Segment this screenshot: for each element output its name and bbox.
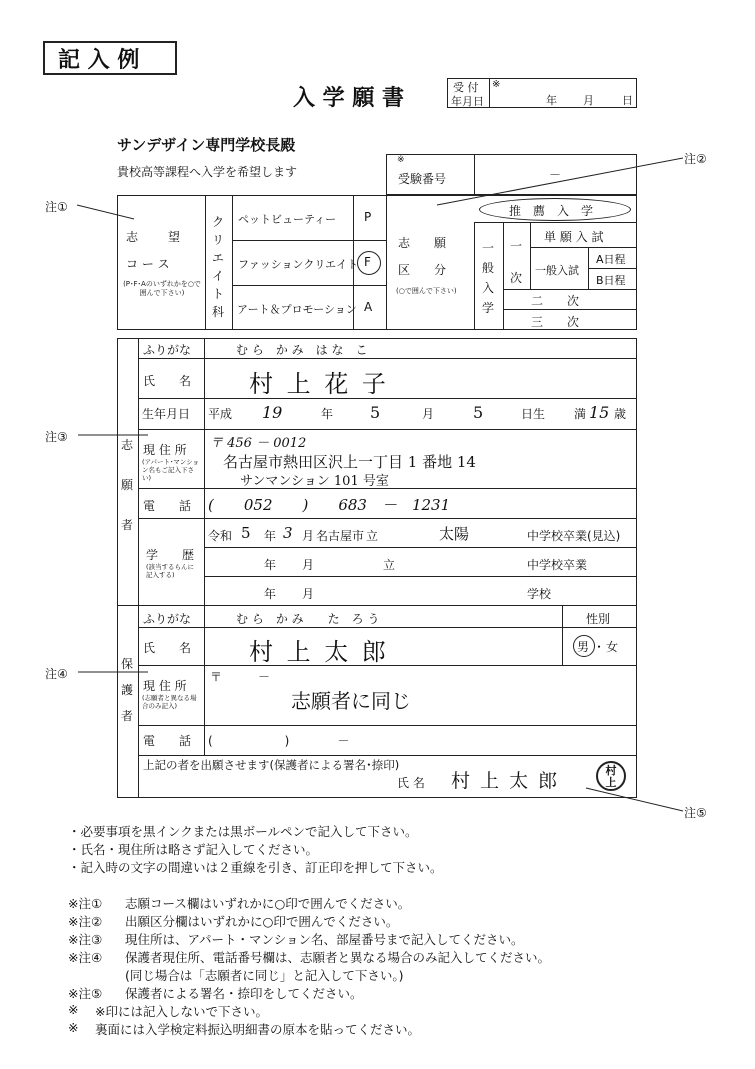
edu-row1-year-unit: 年 <box>264 529 277 543</box>
edu-row1-month[interactable]: 3 <box>283 524 293 542</box>
instruction-line: ・必要事項を黒インクまたは黒ボールペンで記入して下さい。 <box>68 824 418 839</box>
course-option-name: ペットビューティー <box>238 213 337 226</box>
note-text: 志願コース欄はいずれかに○印で囲んでください。 <box>125 896 411 911</box>
note-text: 保護者現住所、電話番号欄は、志願者と異なる場合のみ記入してください。 <box>125 950 551 965</box>
instruction-line: ・氏名・現住所は略さず記入してください。 <box>68 842 319 857</box>
gender-female[interactable]: 女 <box>606 640 619 654</box>
callout-1: 注① <box>45 200 68 214</box>
birth-day-unit: 日生 <box>521 407 546 421</box>
applicant-zip[interactable]: 〒 456 － 0012 <box>210 436 307 451</box>
note-text: ※印には記入しないで下さい。 <box>95 1004 268 1019</box>
guardian-name-label: 氏 名 <box>143 641 192 655</box>
note-mark: ※ <box>68 1020 79 1035</box>
phone-label: 電 話 <box>143 499 192 513</box>
education-label: 学 歴 <box>146 548 195 562</box>
guardian-address-hint: (志願者と異なる場合のみ記入) <box>142 694 197 710</box>
guardian-address-label: 現 住 所 <box>143 679 187 693</box>
edu-row2-month-unit: 月 <box>302 558 315 572</box>
guardian-phone-label: 電 話 <box>143 734 192 748</box>
application-label-2: 区 分 <box>398 263 447 277</box>
address-label: 現 住 所 <box>143 443 187 457</box>
guardian-phone[interactable]: ( ) － <box>208 734 350 748</box>
edu-row1-city: 名古屋市 <box>316 529 365 543</box>
edu-row3-year-unit: 年 <box>264 587 277 601</box>
exam-number-value[interactable]: － <box>549 168 562 182</box>
course-option-name: アート＆プロモーション <box>237 303 357 316</box>
edu-row1-era: 令和 <box>208 529 233 543</box>
guardian-section-label: 保護者 <box>121 657 134 723</box>
note-text: 出願区分欄はいずれかに○印で囲んでください。 <box>125 914 399 929</box>
application-label-1: 志 願 <box>398 236 447 250</box>
edu-row2-public: 立 <box>383 558 396 572</box>
note-mark: ※注① <box>68 896 103 911</box>
receipt-year: 年 <box>546 94 557 107</box>
edu-row3-month-unit: 月 <box>302 587 315 601</box>
address-hint: (アパート･マンション名もご記入下さい) <box>142 458 199 482</box>
course-option-code[interactable]: F <box>364 255 371 269</box>
first-round-label: 一次 <box>510 239 523 285</box>
applicant-phone[interactable]: ( 052 ) 683 － 1231 <box>208 496 451 514</box>
guardian-furigana[interactable]: む ら か み た ろ う <box>236 612 380 626</box>
receipt-label-2: 年月日 <box>451 95 484 108</box>
general-label: 一般入学 <box>482 241 495 315</box>
third-round-label[interactable]: 三 次 <box>531 315 580 329</box>
name-label: 氏 名 <box>143 374 192 388</box>
sample-label: 記 入 例 <box>58 48 140 73</box>
course-option-code[interactable]: A <box>364 300 373 314</box>
edu-row1-school[interactable]: 太陽 <box>439 525 470 543</box>
course-hint: (P･F･Aのいずれかを○で囲んで下さい) <box>123 280 201 297</box>
course-option-code[interactable]: P <box>364 210 372 224</box>
note-mark: ※注⑤ <box>68 986 103 1001</box>
furigana-label: ふりがな <box>143 343 192 357</box>
callout-5: 注⑤ <box>684 806 707 820</box>
birth-month[interactable]: 5 <box>370 403 381 422</box>
general-exam-label: 一般入試 <box>535 264 579 277</box>
guardian-zip[interactable]: 〒 － <box>210 670 271 684</box>
receipt-month: 月 <box>583 94 594 107</box>
applicant-furigana[interactable]: む ら か み は な こ <box>236 343 368 357</box>
note-mark: ※注② <box>68 914 103 929</box>
callout-3: 注③ <box>45 430 68 444</box>
department-label: クリエイト科 <box>212 215 225 319</box>
birth-year[interactable]: 19 <box>262 403 283 422</box>
note-text: 裏面には入学検定料振込明細書の原本を貼ってください。 <box>95 1022 421 1037</box>
gender-male[interactable]: 男 <box>577 640 590 654</box>
age-prefix: 満 <box>574 407 587 421</box>
course-label-2: コ ー ス <box>126 257 170 271</box>
receipt-label-1: 受 付 <box>453 81 479 94</box>
note-text: (同じ場合は「志願者に同じ」と記入して下さい。) <box>125 968 404 983</box>
birth-label: 生年月日 <box>142 407 191 421</box>
note-mark: ※ <box>68 1002 79 1017</box>
guardian-signature[interactable]: 村 上 太 郎 <box>451 770 560 792</box>
applicant-address-1[interactable]: 名古屋市熱田区沢上一丁目 1 番地 14 <box>223 453 476 471</box>
edu-row1-public: 立 <box>366 529 379 543</box>
recommend-label[interactable]: 推 薦 入 学 <box>509 204 594 218</box>
applicant-address-2[interactable]: サンマンション 101 号室 <box>240 474 389 489</box>
note-text: 現住所は、アパート・マンション名、部屋番号まで記入してください。 <box>125 932 524 947</box>
guardian-address[interactable]: 志願者に同じ <box>291 689 411 713</box>
birth-day[interactable]: 5 <box>473 403 484 422</box>
edu-row2-status: 中学校卒業 <box>527 558 588 572</box>
a-schedule-label[interactable]: A日程 <box>596 253 626 266</box>
applicant-name[interactable]: 村 上 花 子 <box>249 370 389 398</box>
edu-row1-month-unit: 月 <box>302 529 315 543</box>
seal-text: 村上 <box>605 764 617 789</box>
school-addressee: サンデザイン専門学校長殿 <box>117 136 296 154</box>
exam-mark: ※ <box>397 155 405 165</box>
applicant-section-label: 志願者 <box>121 438 134 532</box>
form-title: 入 学 願 書 <box>293 86 404 111</box>
gender-label: 性別 <box>586 612 611 626</box>
guardian-furigana-label: ふりがな <box>143 612 192 626</box>
note-text: 保護者による署名・捺印をしてください。 <box>125 986 363 1001</box>
education-hint: (該当するらんに記入する) <box>146 563 195 579</box>
declaration-text: 上記の者を出願させます(保護者による署名･捺印) <box>143 758 400 772</box>
request-text: 貴校高等課程へ入学を希望します <box>117 165 298 179</box>
receipt-day: 日 <box>622 94 633 107</box>
edu-row3-status: 学校 <box>527 587 552 601</box>
exam-number-label: 受験番号 <box>398 172 447 186</box>
callout-4: 注④ <box>45 667 68 681</box>
single-exam-label[interactable]: 単 願 入 試 <box>544 230 604 244</box>
edu-row1-year[interactable]: 5 <box>241 524 251 542</box>
birth-year-unit: 年 <box>321 407 334 421</box>
note-mark: ※注④ <box>68 950 103 965</box>
birth-era: 平成 <box>208 407 233 421</box>
callout-2: 注② <box>684 152 707 166</box>
age-unit: 歳 <box>614 407 627 421</box>
guardian-name[interactable]: 村 上 太 郎 <box>249 638 389 666</box>
birth-month-unit: 月 <box>422 407 435 421</box>
instruction-line: ・記入時の文字の間違いは２重線を引き、訂正印を押して下さい。 <box>68 860 443 875</box>
applicant-age[interactable]: 15 <box>589 403 610 422</box>
note-mark: ※注③ <box>68 932 103 947</box>
gender-separator: ･ <box>596 640 603 654</box>
receipt-mark: ※ <box>492 79 501 90</box>
edu-row1-status: 中学校卒業(見込) <box>527 529 621 543</box>
course-label-1: 志 望 <box>126 230 183 244</box>
b-schedule-label[interactable]: B日程 <box>596 274 626 287</box>
application-hint: (○で囲んで下さい) <box>396 287 457 295</box>
edu-row2-year-unit: 年 <box>264 558 277 572</box>
signature-label: 氏 名 <box>397 776 425 790</box>
course-option-name: ファッションクリエイト <box>238 258 359 271</box>
second-round-label[interactable]: 二 次 <box>531 294 580 308</box>
